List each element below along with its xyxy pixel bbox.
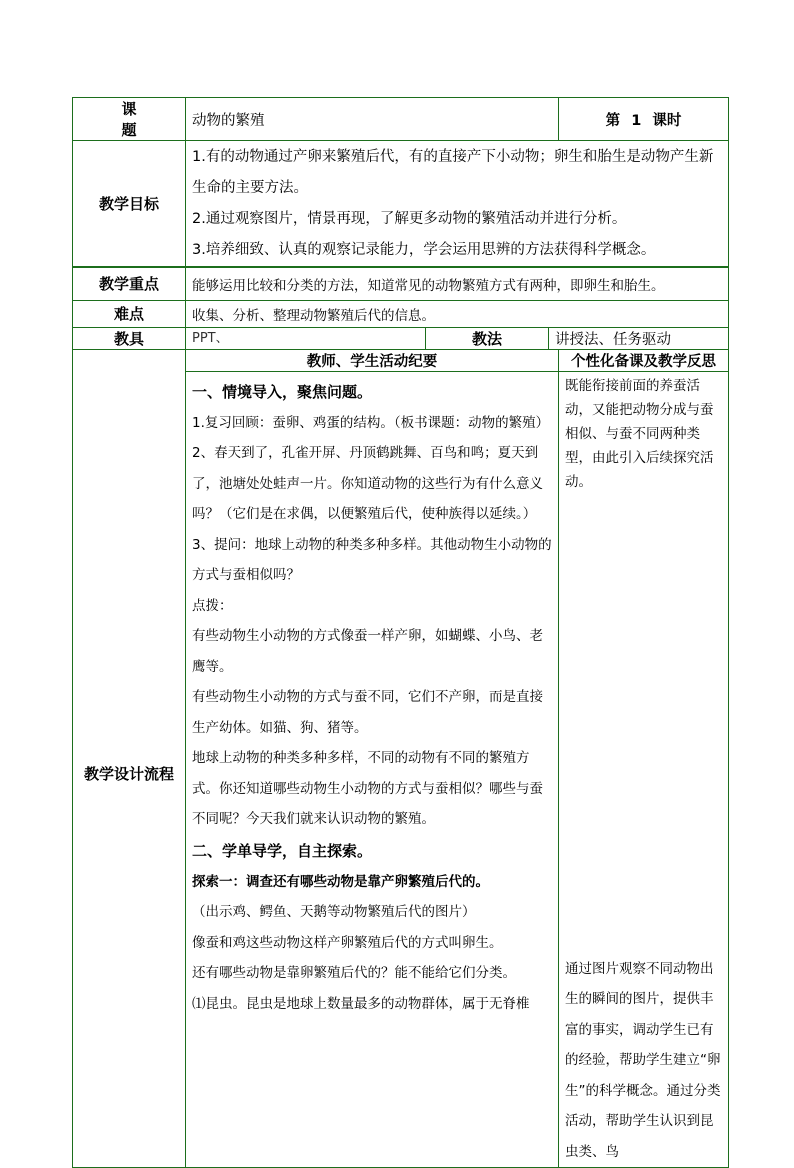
- key-point-label: 教学重点: [73, 267, 186, 300]
- activity-paragraph: 有些动物生小动物的方式与蚕不同，它们不产卵，而是直接生产幼体。如猫、狗、猪等。: [192, 689, 543, 736]
- exploration-heading: 探索一：调查还有哪些动物是靠产卵繁殖后代的。: [192, 873, 489, 890]
- activity-paragraph: 3、提问：地球上动物的种类多种多样。其他动物生小动物的方式与蚕相似吗？: [192, 536, 552, 583]
- activity-paragraph: （出示鸡、鳄鱼、天鹅等动物繁殖后代的图片）: [192, 904, 476, 920]
- activity-paragraph: 1.复习回顾：蚕卵、鸡蛋的结构。（板书课题：动物的繁殖）: [192, 414, 550, 431]
- key-point-value: 能够运用比较和分类的方法，知道常见的动物繁殖方式有两种，即卵生和胎生。: [186, 267, 729, 300]
- design-label: 教学设计流程: [73, 349, 186, 1168]
- activity-paragraph: 点拨：: [192, 597, 233, 614]
- tools-label: 教具: [73, 327, 186, 349]
- goal-item: 3.培养细致、认真的观察记录能力，学会运用思辨的方法获得科学概念。: [192, 242, 656, 258]
- method-value: 讲授法、任务驱动: [549, 327, 729, 349]
- difficulty-label: 难点: [73, 300, 186, 327]
- topic-label: 课题: [73, 98, 186, 141]
- topic-value: 动物的繁殖: [186, 98, 559, 141]
- activity-paragraph: 2、春天到了，孔雀开屏、丹顶鹤跳舞、百鸟和鸣；夏天到了，池塘处处蛙声一片。你知道动物的这些行为有什么意义吗？（它们是在求偶，以便繁殖后代，使种族得以延续。）: [192, 445, 543, 522]
- goals-label: 教学目标: [73, 141, 186, 268]
- activity-paragraph: 有些动物生小动物的方式像蚕一样产卵，如蝴蝶、小鸟、老鹰等。: [192, 628, 543, 675]
- lesson-number: 第 1 课时: [559, 98, 729, 141]
- activity-paragraph: 地球上动物的种类多种多样，不同的动物有不同的繁殖方式。你还知道哪些动物生小动物的方式与蚕相似？哪些与蚕不同呢？今天我们就来认识动物的繁殖。: [192, 750, 543, 827]
- reflection-note: 通过图片观察不同动物出生的瞬间的图片，提供丰富的事实，调动学生已有的经验，帮助学生建立“卵生”的科学概念。通过分类活动，帮助学生认识到昆虫类、鸟: [565, 960, 721, 1160]
- tools-value: PPT、: [186, 327, 426, 349]
- goal-item: 2.通过观察图片，情景再现，了解更多动物的繁殖活动并进行分析。: [192, 211, 627, 227]
- activity-paragraph: ⑴昆虫。昆虫是地球上数量最多的动物群体，属于无脊椎: [192, 995, 530, 1012]
- reflection-note: 既能衔接前面的养蚕活动，又能把动物分成与蚕相似、与蚕不同两种类型，由此引入后续探究活动。: [565, 377, 714, 490]
- activity-paragraph: 像蚕和鸡这些动物这样产卵繁殖后代的方式叫卵生。: [192, 934, 503, 951]
- section-heading: 二、学单导学，自主探索。: [192, 841, 373, 860]
- activity-paragraph: 还有哪些动物是靠卵繁殖后代的？能不能给它们分类。: [192, 965, 516, 981]
- reflection-column-header: 个性化备课及教学反思: [559, 349, 729, 371]
- activity-content: [186, 371, 559, 1168]
- lesson-plan-table: [72, 97, 729, 1168]
- section-heading: 一、情境导入，聚焦问题。: [192, 382, 373, 401]
- activity-column-header: 教师、学生活动纪要: [186, 349, 559, 371]
- goal-item: 1.有的动物通过产卵来繁殖后代，有的直接产下小动物；卵生和胎生是动物产生新生命的主要方法。: [192, 149, 714, 196]
- goals-content: [186, 141, 729, 268]
- reflection-content: [559, 371, 729, 1168]
- method-label: 教法: [426, 327, 549, 349]
- difficulty-value: 收集、分析、整理动物繁殖后代的信息。: [186, 300, 729, 327]
